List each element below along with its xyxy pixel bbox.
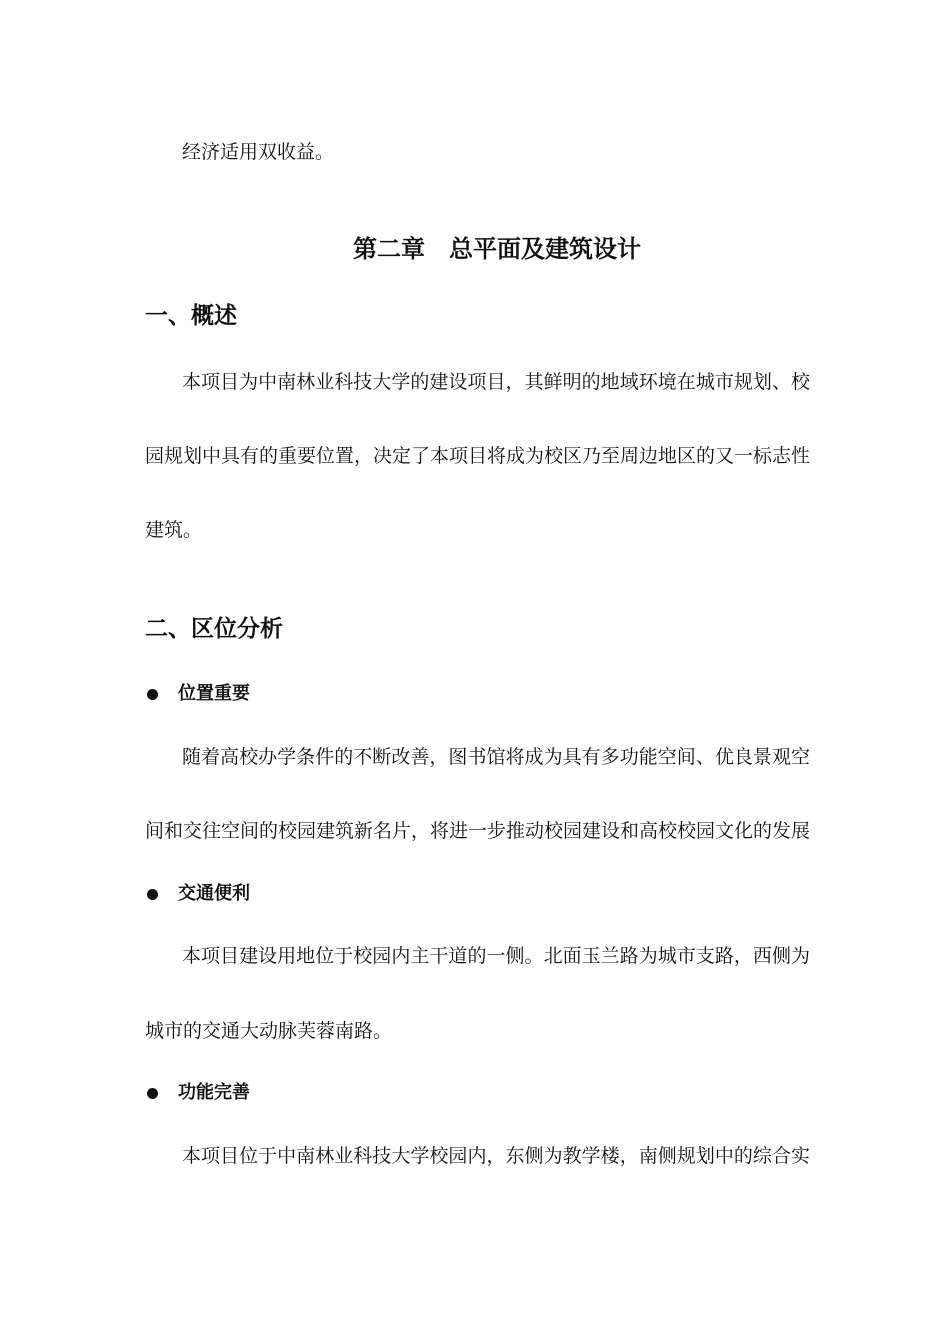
bullet-dot-icon	[147, 1088, 158, 1099]
paragraph-line: 间和交往空间的校园建筑新名片，将进一步推动校园建设和高校校园文化的发展	[145, 820, 810, 842]
bullet-label: 功能完善	[178, 1082, 250, 1103]
bullet-label: 交通便利	[178, 883, 250, 904]
continuation-text: 经济适用双收益。	[182, 141, 335, 163]
paragraph-line: 本项目为中南林业科技大学的建设项目，其鲜明的地域环境在城市规划、校	[182, 371, 810, 393]
bullet-label: 位置重要	[178, 683, 250, 704]
bullet-dot-icon	[147, 889, 158, 900]
paragraph-line: 本项目建设用地位于校园内主干道的一侧。北面玉兰路为城市支路，西侧为	[182, 945, 810, 967]
bullet-item	[145, 882, 250, 906]
paragraph-line: 城市的交通大动脉芙蓉南路。	[145, 1020, 393, 1042]
chapter-title: 第二章 总平面及建筑设计	[353, 235, 641, 263]
section-heading-location: 二、区位分析	[145, 616, 283, 642]
paragraph-line: 园规划中具有的重要位置，决定了本项目将成为校区乃至周边地区的又一标志性	[145, 445, 810, 467]
section-heading-overview: 一、概述	[145, 303, 237, 329]
bullet-item	[145, 1081, 250, 1105]
paragraph-line: 建筑。	[145, 519, 203, 541]
paragraph-line: 本项目位于中南林业科技大学校园内，东侧为教学楼，南侧规划中的综合实	[182, 1145, 810, 1167]
bullet-dot-icon	[147, 689, 158, 700]
bullet-item	[145, 682, 250, 706]
paragraph-line: 随着高校办学条件的不断改善，图书馆将成为具有多功能空间、优良景观空	[182, 746, 810, 768]
